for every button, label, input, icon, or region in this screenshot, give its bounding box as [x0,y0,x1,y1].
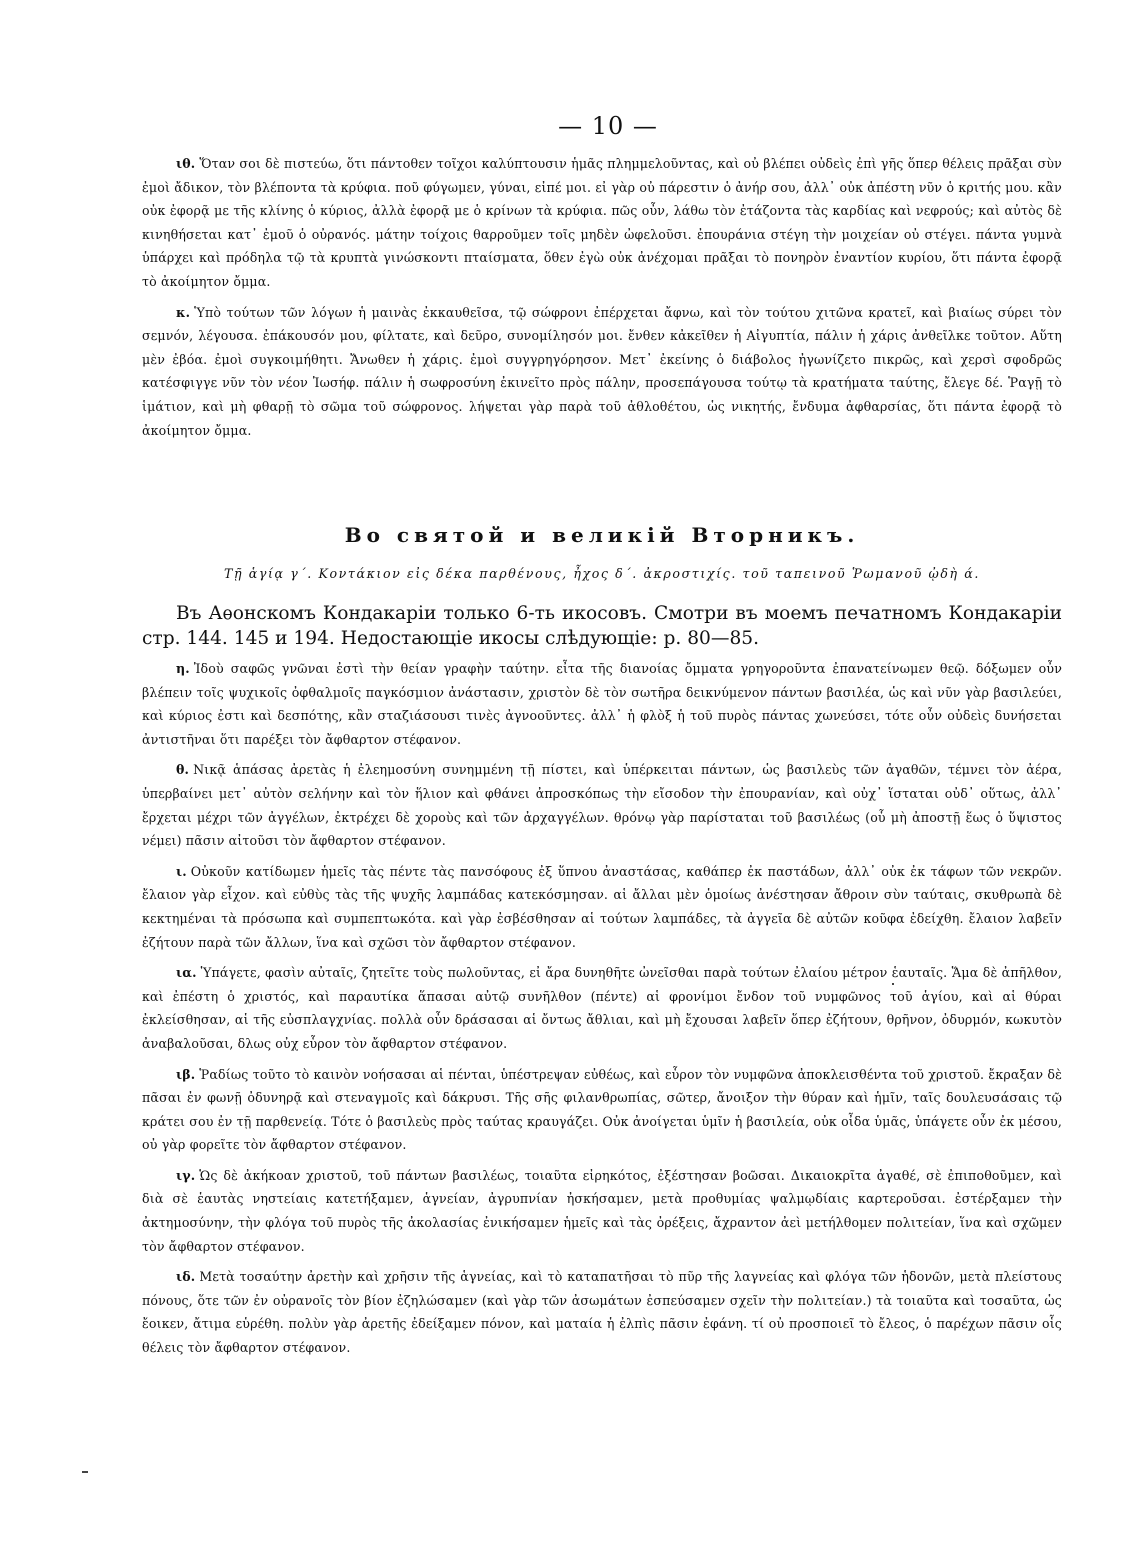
top-text-block [142,152,1062,442]
paragraph [142,758,1062,852]
paragraph [142,301,1062,443]
editor-note: Въ Аѳонскомъ Кондакаріи только 6-ть икосовъ. Смотри въ моемъ печатномъ Кондакаріи стр. 144. 145 и 194. Недостающіе икосы слѣдующіе: р. 80—85. [142,603,1062,649]
paragraph [142,961,1062,1055]
stanza-text: Ἰδοὺ σαφῶς γνῶναι ἐστὶ τὴν θείαν γραφὴν ταύτην. εἶτα τῆς διανοίας ὄμματα γρηγοροῦντα ἐπανατείνωμεν θεῷ. δόξωμεν οὖν βλέπειν τοῖς ψυχικοῖς ὀφθαλμοῖς παγκόσμιον ἀνάστασιν, χριστὸν δὲ τὸν σωτῆρα δεικνύμενον πάντων βασιλέα, ὡς καὶ νῦν γὰρ βασιλεύει, καὶ κύριος ἐστι καὶ δεσπότης, κἂν σταζιάσουσι τινὲς ἀγνοοῦντες. ἀλλ᾽ ἡ φλὸξ ἡ τοῦ πυρὸς πάντας χωνεύσει, τότε οὖν οὐδεὶς δυνήσεται ἀντιστῆναι ὅτι παρέξει τὸν ἄφθαρτον στέφανον. [142,661,1062,747]
section-heading: Во святой и великій Вторникъ. [344,523,860,547]
kontakion-title: Τῇ ἁγίᾳ γ΄. Κοντάκιον εἰς δέκα παρθένους, ἦχος δ΄. ἀκροστιχίς. τοῦ ταπεινοῦ Ῥωμανοῦ ᾠδὴ ά. [224,566,980,581]
ink-speck [892,983,894,985]
stanza-text: Μετὰ τοσαύτην ἀρετὴν καὶ χρῆσιν τῆς ἁγνείας, καὶ τὸ καταπατῆσαι τὸ πῦρ τῆς λαγνείας καὶ φλόγα τῶν ἡδονῶν, μετὰ πλείστους πόνους, ὅτε τῶν ἐν οὐρανοῖς τὸν βίον ἐζηλώσαμεν (καὶ γὰρ τῶν ἀσωμάτων ἐσπεύσαμεν σχεῖν τὴν πολιτείαν.) τὰ τοιαῦτα καὶ τοσαῦτα, ὡς ἔοικεν, ἄτιμα εὑρέθη. πολὺν γὰρ ἀρετῆς ἐδείξαμεν πόνον, καὶ ματαία ἡ ἐλπὶς πᾶσιν ἐφάνη. τί οὐ προσποιεῖ τὸ ἔλεος, ὁ παρέχων πᾶσιν οἷς θέλεις τὸν ἄφθαρτον στέφανον. [142,1269,1062,1356]
paragraph [142,657,1062,751]
stanza-number: ιθ. [176,156,196,171]
stanza-number: ια. [176,965,197,981]
stanza-number: ι. [176,863,187,879]
stanza-number: ιγ. [176,1167,196,1183]
paragraph [142,152,1062,294]
margin-mark [82,1471,88,1473]
paragraph [142,1265,1062,1359]
stanza-number: ιδ. [176,1269,196,1285]
paragraph [142,860,1062,954]
stanza-text: Ὑπάγετε, φασὶν αὐταῖς, ζητεῖτε τοὺς πωλοῦντας, εἰ ἄρα δυνηθῆτε ὠνεῖσθαι παρὰ τούτων ἐλαίου μέτρον ἑαυταῖς. Ἅμα δὲ ἀπῆλθον, καὶ ἐπέστη ὁ χριστός, καὶ παραυτίκα ἅπασαι αὐτῷ συνῆλθον (πέντε) αἱ φρονίμοι ἔνδον τοῦ νυμφῶνος τοῦ ἁγίου, καὶ αἱ θύραι ἐκλείσθησαν, αἱ τῆς εὐσπλαγχνίας. πολλὰ οὖν δράσασαι αἱ ὄντως ἄθλιαι, καὶ μὴ ἔχουσαι λαβεῖν ὅπερ ἐζήτουν, θρῆνον, ὀδυρμόν, κωκυτὸν ἀναβαλοῦσαι, δλως οὐχ εὗρον τὸν ἄφθαρτον στέφανον. [142,965,1062,1051]
paragraph [142,1063,1062,1157]
stanza-text: Ὅταν σοι δὲ πιστεύω, ὅτι πάντοθεν τοῖχοι καλύπτουσιν ἡμᾶς πλημμελοῦντας, καὶ οὐ βλέπει οὐδεὶς ἐπὶ γῆς ὅπερ θέλεις πρᾶξαι σὺν ἐμοὶ ἄδικον, τὸν βλέποντα τὰ κρύφια. ποῦ φύγωμεν, γύναι, εἰπέ μοι. εἰ γὰρ οὐ πάρεστιν ὁ ἀνήρ σου, ἀλλ᾽ οὐκ ἀπέστη νῦν ὁ κριτής μου. κἂν οὐκ ἐφορᾷ με τῆς κλίνης ὁ κύριος, ἀλλὰ ἐφορᾷ με ὁ κρίνων τὰ κρύφια. πῶς οὖν, λάθω τὸν ἐτάζοντα τὰς καρδίας καὶ νεφρούς; καὶ αὐτὸς δὲ κινηθήσεται κατ᾽ ἐμοῦ ὁ οὐρανός. μάτην τοίχοις θαρροῦμεν τοῖς μηδὲν ὠφελοῦσι. ἐπουράνια στέγη τὴν μοιχείαν οὐ στέγει. πάντα γυμνὰ ὑπάρχει καὶ πρόδηλα τῷ τὰ κρυπτὰ γινώσκοντι πταίσματα, ὅθεν ἐγὼ οὐκ ἀνέχομαι πρᾶξαι τὸ πονηρὸν ἐναντίον κυρίου, ὅτι πάντα ἐφορᾷ τὸ ἀκοίμητον ὄμμα. [142,156,1062,289]
stanza-number: θ. [176,762,190,778]
stanza-number: ιβ. [176,1066,196,1082]
paragraph [142,1164,1062,1258]
stanza-text: Νικᾷ ἁπάσας ἀρετὰς ἡ ἐλεημοσύνη συνημμένη τῇ πίστει, καὶ ὑπέρκειται πάντων, ὡς βασιλεὺς τῶν ἀγαθῶν, τέμνει τὸν ἀέρα, ὑπερβαίνει μετ᾽ αὐτὸν σελήνην καὶ τὸν ἥλιον καὶ φθάνει ἀπροσκόπως τὴν εἴσοδον τὴν ἐπουρανίαν, καὶ οὐχ᾽ ἵσταται οὐδ᾽ οὕτως, ἀλλ᾽ ἔρχεται μέχρι τῶν ἀγγέλων, ἐκτρέχει δὲ χοροὺς καὶ τῶν ἀρχαγγέλων. θρόνῳ γὰρ παρίσταται τοῦ βασιλέως (οὗ μὴ ἀποστῇ ἕως ὁ ὕψιστος νέμει) πᾶσιν αἰτοῦσι τὸν ἄφθαρτον στέφανον. [142,762,1062,849]
stanza-number: κ. [176,304,191,320]
page-number: — 10 — [558,112,658,140]
stanza-number: η. [176,661,190,676]
stanza-text: Ῥαδίως τοῦτο τὸ καινὸν νοήσασαι αἱ πένται, ὑπέστρεψαν εὐθέως, καὶ εὗρον τὸν νυμφῶνα ἀποκλεισθέντα τοῦ χριστοῦ. ἔκραξαν δὲ πᾶσαι ἐν φωνῇ ὀδυνηρᾷ καὶ στεναγμοῖς καὶ δάκρυσι. Τῆς σῆς φιλανθρωπίας, σῶτερ, ἄνοιξον τὴν θύραν καὶ ἡμῖν, ταῖς δουλευσάσαις τῷ κράτει σου ἐν τῇ παρθενείᾳ. Τότε ὁ βασιλεὺς πρὸς ταύτας κραυγάζει. Οὐκ ἀνοίγεται ὑμῖν ἡ βασιλεία, οὐκ οἶδα ὑμᾶς, ὑπάγετε οὖν ἐκ μέσου, οὐ γὰρ φορεῖτε τὸν ἄφθαρτον στέφανον. [142,1066,1062,1153]
stanza-text: Ὑπὸ τούτων τῶν λόγων ἡ μαινὰς ἐκκαυθεῖσα, τῷ σώφρονι ἐπέρχεται ἄφνω, καὶ τὸν τούτου χιτῶνα κρατεῖ, καὶ βιαίως σύρει τὸν σεμνόν, λέγουσα. ἐπάκουσόν μου, φίλτατε, καὶ δεῦρο, συνομίλησόν μοι. ἔνθεν κἀκεῖθεν ἡ Αἰγυπτία, πάλιν ἡ χάρις ἀνθεῖλκε τοῦτον. Αὕτη μὲν ἐβόα. ἐμοὶ συγκοιμήθητι. Ἄνωθεν ἡ χάρις. ἐμοὶ συγγρηγόρησον. Μετ᾽ ἐκείνης ὁ διάβολος ἠγωνίζετο πικρῶς, καὶ χερσὶ σφοδρῶς κατέσφιγγε νῦν τὸν νέον Ἰωσήφ. πάλιν ἡ σωφροσύνη ἐκινεῖτο πρὸς πάλην, προσεπάγουσα τούτῳ τὰ κρατήματα ταύτης, ἔλεγε δέ. Ῥαγῇ τὸ ἱμάτιον, καὶ μὴ φθαρῇ τὸ σῶμα τοῦ σώφρονος. λήψεται γὰρ παρὰ τοῦ ἀθλοθέτου, ὡς νικητής, ἔνδυμα ἀφθαρσίας, ὅτι πάντα ἐφορᾷ τὸ ἀκοίμητον ὄμμα. [142,304,1062,438]
stanza-text: Οὐκοῦν κατίδωμεν ἡμεῖς τὰς πέντε τὰς πανσόφους ἐξ ὕπνου ἀναστάσας, καθάπερ ἐκ παστάδων, ἀλλ᾽ οὐκ ἐκ τάφων τῶν νεκρῶν. ἔλαιον γὰρ εἶχον. καὶ εὐθὺς τὰς τῆς ψυχῆς λαμπάδας κατεκόσμησαν. αἱ ἄλλαι μὲν ὁμοίως ἀνέστησαν ἄθροιν σὺν ταύταις, σκυθρωπὰ δὲ κεκτημέναι τὰ πρόσωπα καὶ συμπεπτωκότα. καὶ γὰρ ἐσβέσθησαν αἱ τούτων λαμπάδες, τὰ ἀγγεῖα δὲ αὐτῶν κοῦφα ἐδείχθη. ἔλαιον λαβεῖν ἐζήτουν παρὰ τῶν ἄλλων, ἵνα καὶ σχῶσι τὸν ἄφθαρτον στέφανον. [142,863,1062,950]
stanza-text: Ὡς δὲ ἀκήκοαν χριστοῦ, τοῦ πάντων βασιλέως, τοιαῦτα εἰρηκότος, ἐξέστησαν βοῶσαι. Δικαιοκρῖτα ἀγαθέ, σὲ ἐπιποθοῦμεν, καὶ διὰ σὲ ἑαυτὰς νηστείαις κατετήξαμεν, ἁγνείαν, ἀγρυπνίαν ἠσκήσαμεν, μετὰ προθυμίας ψαλμῳδίαις καρτεροῦσαι. ἐστέρξαμεν τὴν ἀκτημοσύνην, τὴν φλόγα τοῦ πυρὸς τῆς ἀκολασίας ἐνικήσαμεν ἡμεῖς καὶ τὰς ὀρέξεις, ἄχραντον ἀεὶ μετήλθομεν πολιτείαν, ἵνα καὶ σχῶμεν τὸν ἄφθαρτον στέφανον. [142,1167,1062,1254]
bottom-text-block [142,657,1062,1360]
